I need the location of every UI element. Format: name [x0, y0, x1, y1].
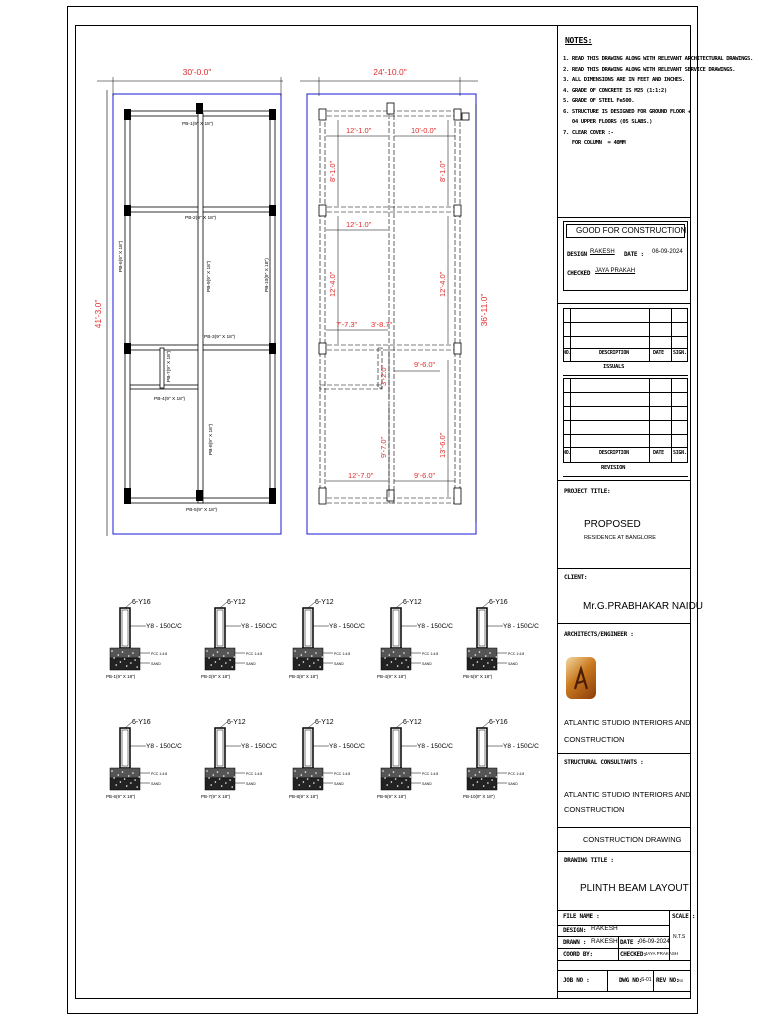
note-item: 5. GRADE OF STEEL Fe500.	[563, 98, 635, 104]
issuals-caption: ISSUALS	[603, 364, 625, 370]
file-info-table	[557, 910, 696, 999]
notes-title: NOTES:	[565, 36, 593, 45]
note-item: 4. GRADE OF CONCRETE IS M25 (1:1:2)	[563, 87, 667, 94]
section-stirrups: Y8 - 150C/C	[417, 623, 453, 630]
section-pcc: PCC 1:4:8	[334, 772, 351, 776]
architect-name-line1: ATLANTIC STUDIO INTERIORS AND	[564, 718, 691, 727]
file-name-label: FILE NAME :	[563, 913, 600, 920]
right-plan-boundary	[307, 94, 476, 534]
section-caption: PB-2(9" X 18")	[201, 674, 231, 679]
stamp-title: GOOD FOR CONSTRUCTION	[576, 226, 687, 235]
dim-10-0: 10'-0.0"	[411, 126, 437, 135]
coord-label: COORD BY:	[563, 951, 593, 958]
checked-value: JAYA PRAKASH	[645, 951, 679, 956]
section-pcc: PCC 1:4:8	[422, 652, 439, 656]
stamp-date-value: 06-09-2024	[652, 249, 683, 255]
dim-9-6-0-upper: 9'-6.0"	[414, 360, 436, 369]
section-sand: SAND	[422, 662, 432, 666]
section-caption: PB-3(9" X 18")	[289, 674, 319, 679]
beam-label-pb4: PB-4(9" X 18")	[154, 397, 186, 402]
date-label: DATE :	[620, 939, 640, 946]
stamp-design-label: DESIGN	[567, 251, 587, 258]
section-caption: PB-4(9" X 18")	[377, 674, 407, 679]
section-stirrups: Y8 - 150C/C	[503, 623, 539, 630]
design-label: DESIGN:	[563, 927, 587, 934]
beam-label-pb8: PB-8(9" X 18")	[209, 423, 214, 455]
project-name: PROPOSED	[584, 519, 641, 530]
section-pcc: PCC 1:4:8	[151, 772, 168, 776]
architect-label: ARCHITECTS/ENGINEER :	[564, 631, 634, 638]
section-sand: SAND	[422, 782, 432, 786]
stamp-date-label: DATE :	[624, 251, 644, 258]
dim-8-1-left: 8'-1.0"	[328, 160, 337, 182]
section-stirrups: Y8 - 150C/C	[329, 743, 365, 750]
revision-caption: REVISION	[601, 465, 626, 471]
revision-header-date: DATE	[653, 450, 664, 456]
section-top-bars: 6-Y16	[489, 719, 508, 726]
dim-13-6-0: 13'-6.0"	[438, 432, 447, 458]
left-beam-plan	[93, 67, 283, 536]
note-item: 1. READ THIS DRAWING ALONG WITH RELEVANT ARCHITECTURAL DRAWINGS.	[563, 56, 753, 62]
section-top-bars: 6-Y12	[315, 719, 334, 726]
right-dimension-plan	[300, 67, 489, 534]
beam-label-pb2: PB-2(9" X 18")	[185, 216, 217, 221]
structural-name-line2: CONSTRUCTION	[564, 805, 625, 814]
issuals-header-description: DESCRIPTION	[599, 350, 629, 356]
section-stirrups: Y8 - 150C/C	[503, 743, 539, 750]
section-caption: PB-5(9" X 18")	[463, 674, 493, 679]
note-item: 7. CLEAR COVER :-	[563, 129, 614, 136]
section-top-bars: 6-Y12	[403, 599, 422, 606]
beam-label-pb9: PB-9(9" X 18")	[207, 260, 212, 292]
section-caption: PB-7(9" X 18")	[201, 794, 231, 799]
drawn-label: DRAWN :	[563, 939, 587, 946]
dim-8-1-right: 8'-1.0"	[438, 160, 447, 182]
left-width-dimension: 30'-0.0"	[182, 67, 212, 77]
beam-label-pb6: PB-6(9" X 18")	[119, 240, 124, 272]
section-pcc: PCC 1:4:8	[246, 652, 263, 656]
right-width-dimension: 24'-10.0"	[373, 67, 407, 77]
dim-3-2-0: 3'-2.0"	[379, 364, 388, 386]
dim-12-4-left: 12'-4.0"	[328, 271, 337, 297]
client-name: Mr.G.PRABHAKAR NAIDU	[583, 601, 704, 612]
dim-3-8-7: 3'-8.7"	[371, 320, 393, 329]
section-pcc: PCC 1:4:8	[422, 772, 439, 776]
project-location: RESIDENCE AT BANGLORE	[584, 535, 656, 541]
dim-9-7-0: 9'-7.0"	[379, 436, 388, 458]
section-stirrups: Y8 - 150C/C	[241, 743, 277, 750]
section-top-bars: 6-Y12	[227, 599, 246, 606]
dim-12-4-right: 12'-4.0"	[438, 271, 447, 297]
scale-label: SCALE :	[672, 913, 696, 920]
note-item: FOR COLUMN = 40MM	[563, 140, 626, 146]
beam-section-1	[106, 599, 182, 679]
beam-section-4	[377, 599, 453, 679]
section-top-bars: 6-Y16	[132, 599, 151, 606]
note-item: 2. READ THIS DRAWING ALONG WITH RELEVANT SERVICE DRAWINGS.	[563, 66, 736, 73]
beam-section-3	[289, 599, 365, 679]
drawing-title: PLINTH BEAM LAYOUT	[580, 883, 689, 894]
revision-header-description: DESCRIPTION	[599, 450, 629, 456]
section-stirrups: Y8 - 150C/C	[241, 623, 277, 630]
section-caption: PB-1(9" X 18")	[106, 674, 136, 679]
beam-section-5	[463, 599, 539, 679]
note-item: 04 UPPER FLOORS (05 SLABS.)	[563, 119, 653, 125]
drawing-type: CONSTRUCTION DRAWING	[583, 835, 682, 844]
section-sand: SAND	[151, 662, 161, 666]
section-top-bars: 6-Y12	[227, 719, 246, 726]
issuals-header-date: DATE	[653, 350, 664, 356]
section-pcc: PCC 1:4:8	[508, 652, 525, 656]
beam-section-2	[201, 599, 277, 679]
section-pcc: PCC 1:4:8	[334, 652, 351, 656]
section-pcc: PCC 1:4:8	[151, 652, 168, 656]
section-stirrups: Y8 - 150C/C	[417, 743, 453, 750]
section-pcc: PCC 1:4:8	[508, 772, 525, 776]
notes-list	[563, 54, 753, 149]
structural-name-line1: ATLANTIC STUDIO INTERIORS AND	[564, 790, 691, 799]
revision-header-sign: SIGN.	[673, 450, 687, 456]
beam-label-pb1: PB-1(9" X 18")	[182, 122, 214, 127]
issuals-header-sign: SIGN.	[673, 350, 687, 356]
project-title-label: PROJECT TITLE:	[564, 488, 611, 495]
section-sand: SAND	[151, 782, 161, 786]
beam-section-7	[201, 719, 277, 799]
stamp-checked-label: CHECKED	[567, 270, 591, 277]
right-height-dimension: 36'-11.0"	[479, 293, 489, 327]
section-top-bars: 6-Y12	[315, 599, 334, 606]
revision-table	[563, 378, 688, 477]
drawing-title-label: DRAWING TITLE :	[564, 857, 614, 864]
dim-9-6-0-lower: 9'-6.0"	[414, 471, 436, 480]
structural-label: STRUCTURAL CONSULTANTS :	[564, 759, 644, 766]
section-sand: SAND	[246, 782, 256, 786]
atlantic-logo	[566, 657, 596, 699]
section-sand: SAND	[246, 662, 256, 666]
section-caption: PB-10(9" X 18")	[463, 794, 495, 799]
note-item: 3. ALL DIMENSIONS ARE IN FEET AND INCHES.	[563, 77, 685, 83]
rev-no-label: REV NO:	[656, 977, 680, 984]
section-caption: PB-6(9" X 18")	[106, 794, 136, 799]
section-top-bars: 6-Y16	[489, 599, 508, 606]
section-sand: SAND	[508, 662, 518, 666]
plinth-beam-plans	[0, 0, 560, 560]
stamp-design-value: RAKESH	[590, 249, 615, 255]
rev-no-value: R0	[678, 978, 684, 983]
revision-header-no: NO.	[563, 450, 572, 456]
date-value: 06-09-2024	[639, 939, 670, 945]
dwg-no-label: DWG NO:	[619, 977, 643, 984]
beam-sections	[90, 590, 550, 820]
beam-section-9	[377, 719, 453, 799]
drawn-value: RAKESH	[591, 938, 618, 945]
dim-7-7-3: 7'-7.3"	[336, 320, 358, 329]
section-caption: PB-9(9" X 18")	[377, 794, 407, 799]
stamp-checked-value: JAYA PRAKAH	[595, 268, 636, 274]
design-value: RAKESH	[591, 925, 618, 932]
left-height-dimension: 41'-3.0"	[93, 299, 103, 329]
job-no-label: JOB NO :	[563, 977, 590, 984]
dim-12-7-0: 12'-7.0"	[348, 471, 374, 480]
dim-12-1-top: 12'-1.0"	[346, 126, 372, 135]
section-sand: SAND	[508, 782, 518, 786]
note-item: 6. STRUCTURE IS DESIGNED FOR GROUND FLOOR +	[563, 108, 691, 115]
dim-12-1-mid: 12'-1.0"	[346, 220, 372, 229]
logo-a-icon	[566, 657, 596, 699]
section-sand: SAND	[334, 662, 344, 666]
beam-label-pb10: PB-10(9" X 18")	[265, 258, 270, 292]
section-caption: PB-8(9" X 18")	[289, 794, 319, 799]
beam-section-6	[106, 719, 182, 799]
beam-label-pb5: PB-5(9" X 18")	[186, 508, 218, 513]
beam-label-pb7: PB-7(9" X 18")	[167, 350, 172, 382]
section-top-bars: 6-Y12	[403, 719, 422, 726]
issuals-table	[563, 308, 688, 376]
architect-name-line2: CONSTRUCTION	[564, 735, 625, 744]
beam-label-pb3: PB-3(9" X 18")	[204, 335, 236, 340]
section-top-bars: 6-Y16	[132, 719, 151, 726]
beam-section-10	[463, 719, 539, 799]
section-sand: SAND	[334, 782, 344, 786]
client-label: CLIENT:	[564, 574, 588, 581]
checked-label: CHECKED:	[620, 951, 647, 958]
section-stirrups: Y8 - 150C/C	[146, 743, 182, 750]
left-plan-boundary	[113, 94, 281, 534]
section-stirrups: Y8 - 150C/C	[146, 623, 182, 630]
issuals-header-no: NO.	[563, 350, 572, 356]
section-pcc: PCC 1:4:8	[246, 772, 263, 776]
beam-section-8	[289, 719, 365, 799]
dwg-no-value: S-01	[641, 977, 652, 983]
scale-value: N.T.S	[673, 934, 686, 940]
section-stirrups: Y8 - 150C/C	[329, 623, 365, 630]
